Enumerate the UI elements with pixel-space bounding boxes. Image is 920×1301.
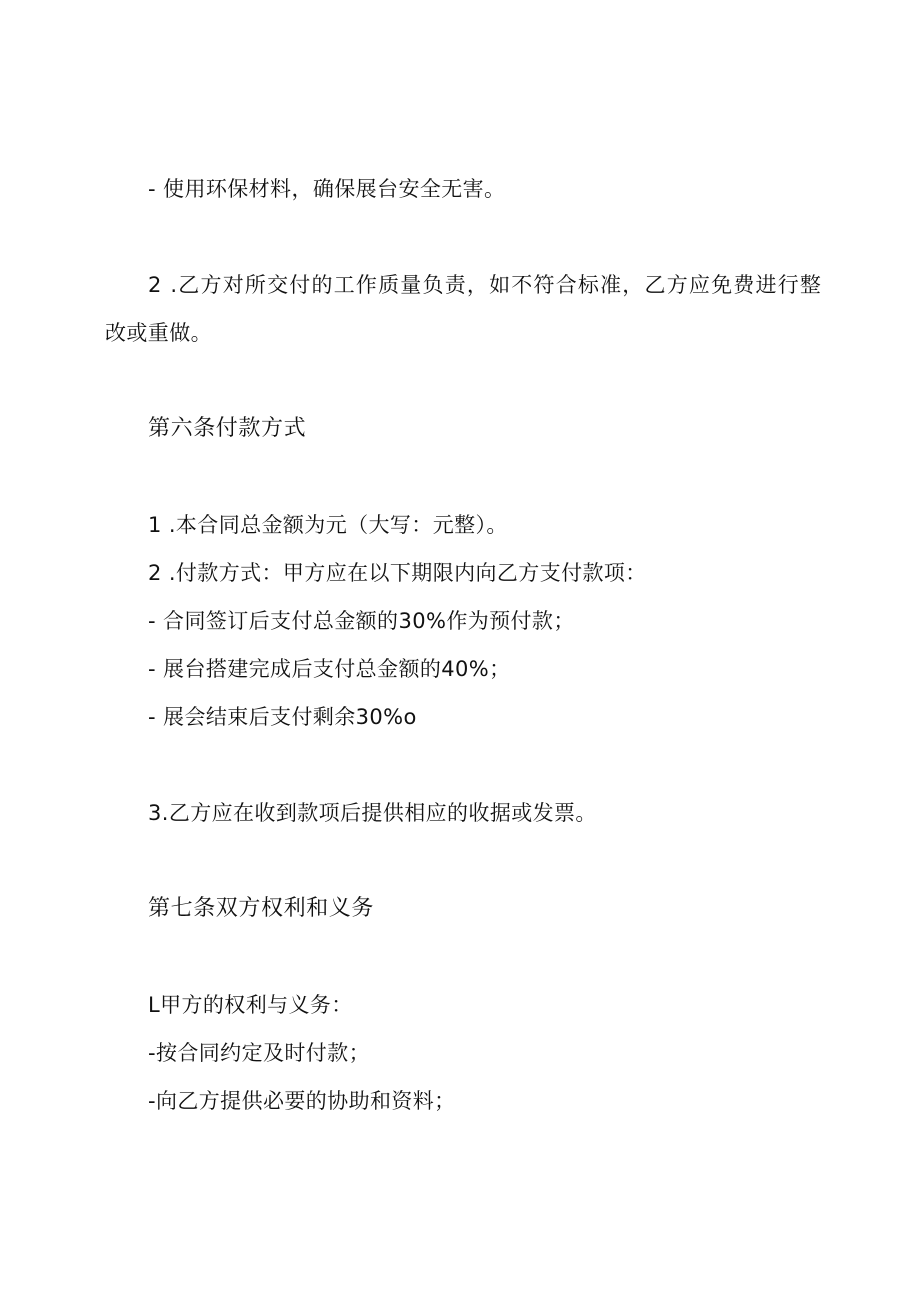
list-item-eco-materials: - 使用环保材料，确保展台安全无害。 xyxy=(148,177,506,201)
clause-quality-responsibility: 2 .乙方对所交付的工作质量负责，如不符合标准，乙方应免费进行整 xyxy=(148,273,823,297)
list-item-prepayment: - 合同签订后支付总金额的30%作为预付款； xyxy=(148,609,575,633)
section-heading-rights-obligations: 第七条双方权利和义务 xyxy=(148,896,375,921)
clause-quality-responsibility-continued: 改或重做。 xyxy=(105,321,212,345)
list-item-construction-payment: - 展台搭建完成后支付总金额的40%； xyxy=(148,657,511,681)
list-item-timely-payment: -按合同约定及时付款； xyxy=(148,1041,370,1065)
clause-receipt-invoice: 3.乙方应在收到款项后提供相应的收据或发票。 xyxy=(148,801,597,825)
section-heading-payment: 第六条付款方式 xyxy=(148,416,307,441)
list-item-provide-assistance: -向乙方提供必要的协助和资料； xyxy=(148,1089,456,1113)
list-item-final-payment: - 展会结束后支付剩余30%o xyxy=(148,705,417,729)
clause-payment-method: 2 .付款方式：甲方应在以下期限内向乙方支付款项： xyxy=(148,561,647,585)
clause-total-amount: 1 .本合同总金额为元（大写：元整）。 xyxy=(148,513,508,537)
clause-party-a-rights: L甲方的权利与义务： xyxy=(148,993,353,1017)
